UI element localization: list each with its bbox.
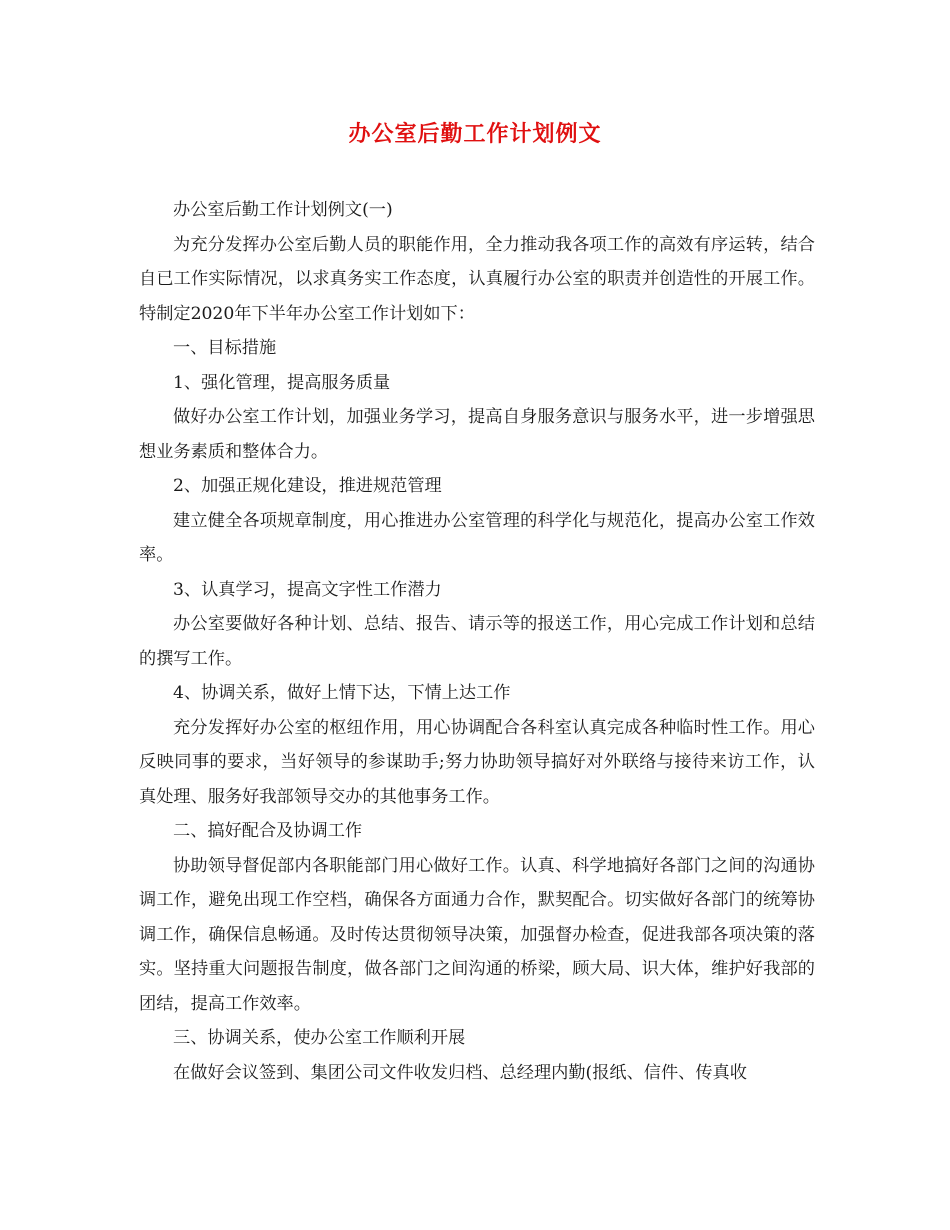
paragraph: 办公室要做好各种计划、总结、报告、请示等的报送工作，用心完成工作计划和总结的撰写工作。 xyxy=(139,614,815,669)
paragraph: 在做好会议签到、集团公司文件收发归档、总经理内勤(报纸、信件、传真收 xyxy=(173,1062,747,1083)
paragraph: 建立健全各项规章制度，用心推进办公室管理的科学化与规范化，提高办公室工作效率。 xyxy=(139,510,815,565)
document-body xyxy=(139,193,815,1090)
document-title: 办公室后勤工作计划例文 xyxy=(348,121,602,147)
section-heading: 一、目标措施 xyxy=(173,338,277,358)
section-heading: 二、搞好配合及协调工作 xyxy=(173,821,363,841)
paragraph: 为充分发挥办公室后勤人员的职能作用，全力推动我各项工作的高效有序运转，结合自已工作实际情况，以求真务实工作态度，认真履行办公室的职责并创造性的开展工作。特制定2020年下半年办公室工作计划如下： xyxy=(139,234,815,324)
paragraph: 协助领导督促部内各职能部门用心做好工作。认真、科学地搞好各部门之间的沟通协调工作，避免出现工作空档，确保各方面通力合作，默契配合。切实做好各部门的统筹协调工作，确保信息畅通。及时传达贯彻领导决策，加强督办检查，促进我部各项决策的落实。坚持重大问题报告制度，做各部门之间沟通的桥梁，顾大局、识大体，维护好我部的团结，提高工作效率。 xyxy=(139,855,815,1014)
paragraph: 做好办公室工作计划，加强业务学习，提高自身服务意识与服务水平，进一步增强思想业务素质和整体合力。 xyxy=(139,407,815,462)
subsection-heading: 4、协调关系，做好上情下达，下情上达工作 xyxy=(173,683,511,703)
subsection-heading: 3、认真学习，提高文字性工作潜力 xyxy=(173,579,442,600)
subsection-heading: 2、加强正规化建设，推进规范管理 xyxy=(173,476,442,496)
section-heading: 三、协调关系，使办公室工作顺利开展 xyxy=(173,1028,466,1048)
paragraph: 充分发挥好办公室的枢纽作用，用心协调配合各科室认真完成各种临时性工作。用心反映同事的要求，当好领导的参谋助手;努力协助领导搞好对外联络与接待来访工作，认真处理、服务好我部领导交办的其他事务工作。 xyxy=(139,717,815,807)
section-heading: 办公室后勤工作计划例文(一) xyxy=(173,200,393,220)
subsection-heading: 1、强化管理，提高服务质量 xyxy=(173,372,391,393)
